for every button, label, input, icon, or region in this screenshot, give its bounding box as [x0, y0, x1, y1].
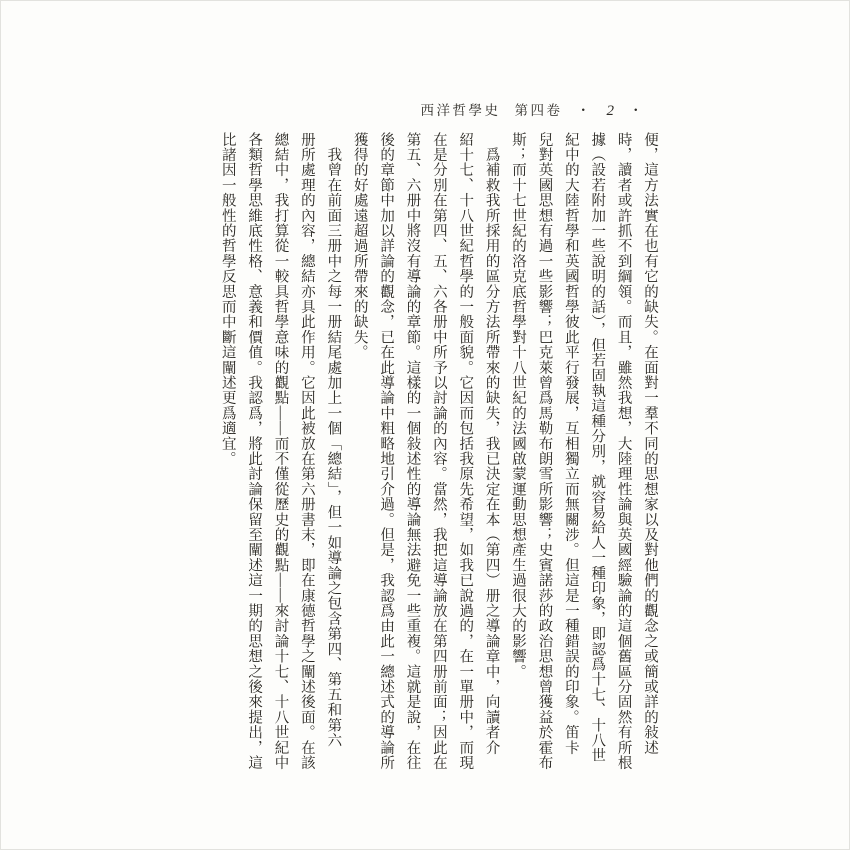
text-column-5: 兒對英國思想有過一些影響；巴克萊曾爲馬勒布朗雪所影響；史賓諾莎的政治思想曾獲益於霍布: [536, 132, 553, 771]
text-column-1: 便，這方法實在也有它的缺失。在面對一羣不同的思想家以及對他們的觀念之或簡或詳的敍述: [642, 132, 658, 756]
text-column-14: 册所處理的內容，總結亦具此作用。它因此被放在第六册書末，即在康德哲學之闡述後面。在該: [298, 132, 315, 771]
running-head-book-title: 西洋哲學史: [420, 103, 501, 118]
text-column-15: 總結中，我打算從一較具哲學意味的觀點——而不僅從歷史的觀點——來討論十七、十八世紀中: [272, 132, 289, 771]
running-head-dot-left: ・: [576, 103, 593, 118]
text-column-4: 紀中的大陸哲學和英國哲學彼此平行發展，互相獨立而無關涉。但這是一種錯誤的印象。笛卡: [562, 132, 579, 756]
page-text-block: [214, 132, 663, 770]
text-column-11: 後的章節中加以詳論的觀念，已在此導論中粗略地引介過。但是，我認爲由此一總述式的導論所: [378, 132, 395, 771]
running-head-dot-right: ・: [629, 103, 645, 118]
text-column-7: 爲補救我所採用的區分方法所帶來的缺失，我已決定在本（第四）册之導論章中，向讀者介: [483, 132, 500, 756]
running-head-volume: 第四卷: [514, 103, 563, 118]
text-column-8: 紹十七、十八世紀哲學的一般面貌。它因而包括我原先希望，如我已說過的，在一單册中，而現: [457, 132, 474, 771]
text-column-9: 在是分別在第四、五、六各册中所予以討論的內容。當然，我把這導論放在第四册前面；因此在: [430, 132, 447, 771]
text-column-3: 據（設若附加一些說明的話），但若固執這種分別，就容易給人一種印象，即認爲十七、十八世: [589, 132, 606, 764]
text-column-13: 我曾在前面三册中之每一册結尾處加上一個「總結」，但一如導論之包含第四、第五和第六: [325, 132, 342, 748]
running-head: [421, 99, 646, 120]
text-column-2: 時，讀者或許抓不到綱領。而且，雖然我想，大陸理性論與英國經驗論的這個舊區分固然有所根: [615, 132, 632, 771]
text-column-10: 第五、六册中將沒有導論的章節。這樣的一個敍述性的導論無法避免一些重複。這就是說，在往: [404, 132, 421, 771]
text-column-12: 獲得的好處遠超過所帶來的缺失。: [351, 132, 368, 360]
text-column-17: 比諸因一般性的哲學反思而中斷這闡述更爲適宜。: [219, 132, 236, 467]
text-column-16: 各類哲學思維底性格、意義和價值。我認爲，將此討論保留至闡述這一期的思想之後來提出，這: [246, 132, 263, 771]
text-column-6: 斯；而十七世紀的洛克底哲學對十八世紀的法國啟蒙運動思想產生過很大的影響。: [510, 132, 527, 680]
page-number: 2: [606, 103, 615, 119]
